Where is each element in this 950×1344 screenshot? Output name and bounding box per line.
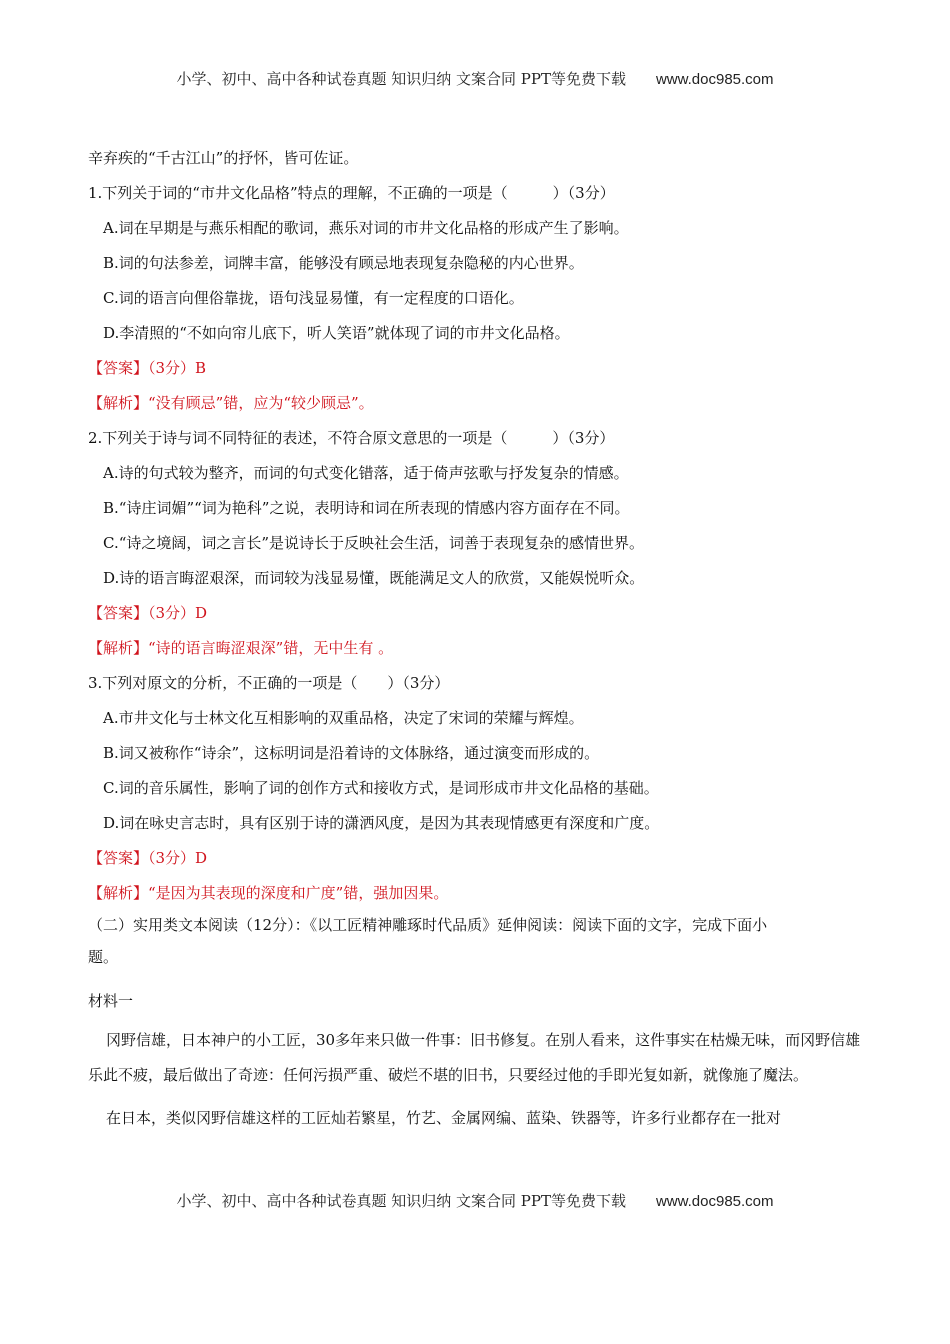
question-3: [88, 671, 873, 905]
analysis-line: 【解析】“诗的语言晦涩艰深”错，无中生有 。: [88, 639, 394, 657]
analysis-line: 【解析】“没有顾忌”错，应为“较少顾忌”。: [88, 394, 374, 412]
option-b: B.词又被称作“诗余”，这标明词是沿着诗的文体脉络，通过演变而形成的。: [103, 744, 600, 762]
question-stem: 2.下列关于诗与词不同特征的表述，不符合原文意思的一项是（ ）（3分）: [88, 429, 615, 447]
option-d: D.诗的语言晦涩艰深，而词较为浅显易懂，既能满足文人的欣赏，又能娱悦听众。: [103, 569, 645, 587]
option-a: A.词在早期是与燕乐相配的歌词，燕乐对词的市井文化品格的形成产生了影响。: [103, 219, 629, 237]
option-b: B.“诗庄词媚”“词为艳科”之说，表明诗和词在所表现的情感内容方面存在不同。: [103, 499, 630, 517]
footer-site-link[interactable]: www.doc985.com: [655, 1193, 774, 1210]
question-stem: 1.下列关于词的“市井文化品格”特点的理解，不正确的一项是（ ）（3分）: [88, 184, 615, 202]
section-heading-line1: （二）实用类文本阅读（12分）：《以工匠精神雕琢时代品质》延伸阅读：阅读下面的文字，完成下面小: [88, 916, 768, 934]
option-c: C.“诗之境阔，词之言长”是说诗长于反映社会生活，词善于表现复杂的感情世界。: [103, 534, 645, 552]
material-paragraph-2: 在日本，类似冈野信雄这样的工匠灿若繁星，竹艺、金属网编、蓝染、铁器等，许多行业都存在一批对: [106, 1109, 782, 1127]
answer-line: 【答案】（3分）B: [88, 359, 207, 377]
section-heading-line2: 题。: [88, 948, 119, 966]
option-a: A.市井文化与士林文化互相影响的双重品格，决定了宋词的荣耀与辉煌。: [103, 709, 584, 727]
intro-line: 辛弃疾的“千古江山”的抒怀，皆可佐证。: [88, 149, 359, 167]
option-d: D.词在咏史言志时，具有区别于诗的潇洒风度，是因为其表现情感更有深度和广度。: [103, 814, 660, 832]
option-c: C.词的音乐属性，影响了词的创作方式和接收方式，是词形成市井文化品格的基础。: [103, 779, 659, 797]
question-stem: 3.下列对原文的分析，不正确的一项是（ ）（3分）: [88, 674, 450, 692]
question-2: [88, 426, 873, 660]
answer-line: 【答案】（3分）D: [88, 849, 208, 867]
page-footer: [0, 1190, 950, 1211]
material-paragraph-1: 冈野信雄，日本神户的小工匠，30多年来只做一件事：旧书修复。在别人看来，这件事实在枯燥无味，而冈野信雄乐此不疲，最后做出了奇迹：任何污损严重、破烂不堪的旧书，只要经过他的手即光复如新，就像施了魔法。: [88, 1031, 861, 1084]
option-c: C.词的语言向俚俗靠拢，语句浅显易懂，有一定程度的口语化。: [103, 289, 524, 307]
question-1: [88, 181, 873, 415]
page-header: [0, 68, 950, 89]
answer-line: 【答案】（3分）D: [88, 604, 208, 622]
option-d: D.李清照的“不如向帘儿底下，听人笑语”就体现了词的市井文化品格。: [103, 324, 570, 342]
footer-text: 小学、初中、高中各种试卷真题 知识归纳 文案合同 PPT等免费下载: [176, 1192, 626, 1210]
material-label: 材料一: [88, 992, 134, 1010]
option-b: B.词的句法参差，词牌丰富，能够没有顾忌地表现复杂隐秘的内心世界。: [103, 254, 584, 272]
option-a: A.诗的句式较为整齐，而词的句式变化错落，适于倚声弦歌与抒发复杂的情感。: [103, 464, 629, 482]
header-site-link[interactable]: www.doc985.com: [655, 71, 774, 88]
analysis-line: 【解析】“是因为其表现的深度和广度”错，强加因果。: [88, 884, 449, 902]
document-body: [88, 146, 873, 1136]
section-two: [88, 913, 873, 1136]
header-text: 小学、初中、高中各种试卷真题 知识归纳 文案合同 PPT等免费下载: [176, 70, 626, 88]
